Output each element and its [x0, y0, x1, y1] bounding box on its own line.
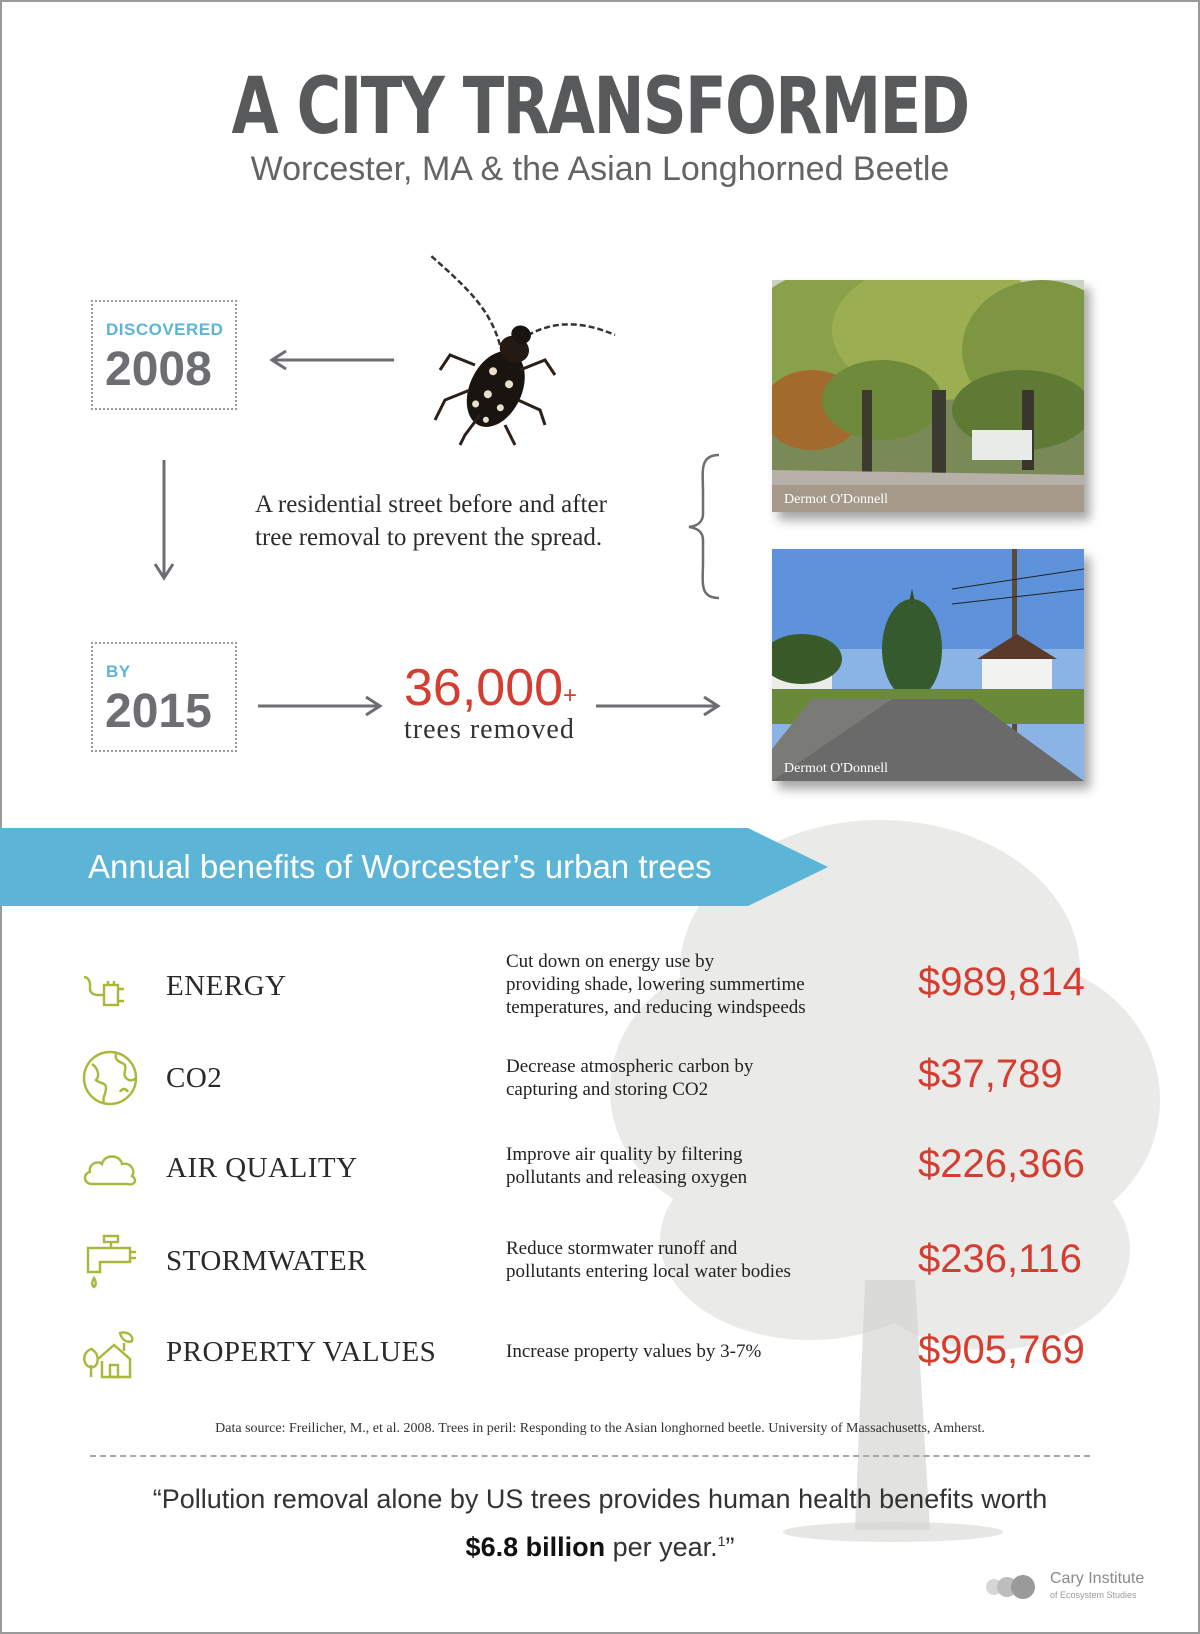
by-year-box — [91, 642, 237, 752]
after-photo-credit: Dermot O'Donnell — [784, 761, 889, 776]
by-label: BY — [106, 662, 131, 681]
benefit-label-stormwater: STORMWATER — [166, 1245, 368, 1277]
by-year: 2015 — [105, 685, 212, 738]
logo-name: Cary Institute — [1050, 1570, 1145, 1587]
benefit-value-energy: $989,814 — [918, 960, 1085, 1004]
logo-subtitle: of Ecosystem Studies — [1050, 1590, 1137, 1600]
page-title: A CITY TRANSFORMED — [231, 62, 969, 152]
trees-removed-label: trees removed — [404, 714, 575, 745]
curly-brace-icon — [685, 452, 725, 602]
footer-divider — [90, 1455, 1090, 1457]
discovered-label: DISCOVERED — [106, 320, 224, 339]
benefit-desc-air-quality — [506, 1143, 866, 1189]
quote-bold-value: $6.8 billion — [465, 1532, 606, 1562]
benefit-label-co2: CO2 — [166, 1062, 223, 1094]
benefit-desc-energy — [506, 950, 866, 1019]
benefit-value-property-values: $905,769 — [918, 1328, 1085, 1372]
beetle-icon — [420, 250, 620, 450]
data-source: Data source: Freilicher, M., et al. 2008. Trees in peril: Responding to the Asian longhorned beetle. University of Massachusetts, Amherst. — [215, 1421, 985, 1436]
quote-line-1: “Pollution removal alone by US trees provides human health benefits worth — [152, 1484, 1048, 1514]
after-photo — [772, 549, 1084, 781]
house-tree-icon — [80, 1325, 140, 1385]
quote-rest: per year. — [605, 1532, 718, 1562]
globe-icon — [80, 1048, 140, 1108]
benefit-label-energy: ENERGY — [166, 970, 287, 1002]
arrow-left-icon — [266, 348, 396, 372]
quote-close: ” — [725, 1532, 735, 1562]
before-photo — [772, 280, 1084, 512]
desc-line: Reduce stormwater runoff and — [506, 1238, 738, 1259]
desc-line: providing shade, lowering summertime — [506, 974, 805, 995]
page-subtitle: Worcester, MA & the Asian Longhorned Beetle — [250, 150, 950, 188]
cloud-icon — [80, 1140, 140, 1200]
benefit-label-property-values: PROPERTY VALUES — [166, 1336, 437, 1368]
benefit-desc-property-values — [506, 1340, 866, 1363]
benefit-desc-co2 — [506, 1055, 866, 1101]
discovered-box — [91, 300, 237, 410]
desc-line: Improve air quality by filtering — [506, 1144, 743, 1165]
benefit-value-co2: $37,789 — [918, 1052, 1063, 1096]
arrow-down-icon — [150, 460, 178, 585]
quote-line-2 — [0, 1520, 1200, 1568]
benefit-value-stormwater: $236,116 — [918, 1237, 1082, 1281]
after-photo-image — [772, 549, 1084, 781]
pollution-quote — [0, 1478, 1200, 1568]
benefit-value-air-quality: $226,366 — [918, 1142, 1085, 1186]
trees-removed-count — [404, 658, 577, 718]
desc-line: temperatures, and reducing windspeeds — [506, 997, 806, 1018]
desc-line: pollutants entering local water bodies — [506, 1261, 791, 1282]
caption-line-2: tree removal to prevent the spread. — [255, 524, 603, 551]
before-photo-credit: Dermot O'Donnell — [784, 492, 889, 507]
cary-institute-logo-icon — [985, 1574, 1047, 1600]
arrow-right-icon-2 — [596, 694, 724, 718]
desc-line: Increase property values by 3-7% — [506, 1341, 762, 1362]
desc-line: Cut down on energy use by — [506, 951, 715, 972]
desc-line: capturing and storing CO2 — [506, 1079, 709, 1100]
trees-removed-plus: + — [563, 682, 578, 709]
benefits-banner-title: Annual benefits of Worcester’s urban trees — [88, 848, 712, 885]
faucet-icon — [80, 1232, 140, 1292]
discovered-year: 2008 — [105, 343, 212, 396]
benefit-desc-stormwater — [506, 1237, 866, 1283]
trees-removed-number: 36,000 — [404, 659, 564, 717]
benefit-label-air-quality: AIR QUALITY — [166, 1152, 358, 1184]
caption-line-1: A residential street before and after — [255, 491, 607, 518]
arrow-right-icon — [258, 694, 386, 718]
desc-line: pollutants and releasing oxygen — [506, 1167, 748, 1188]
quote-footnote: 1 — [717, 1533, 726, 1549]
photo-caption — [255, 488, 607, 554]
energy-plug-icon — [80, 955, 140, 1015]
before-photo-image — [772, 280, 1084, 512]
desc-line: Decrease atmospheric carbon by — [506, 1056, 754, 1077]
